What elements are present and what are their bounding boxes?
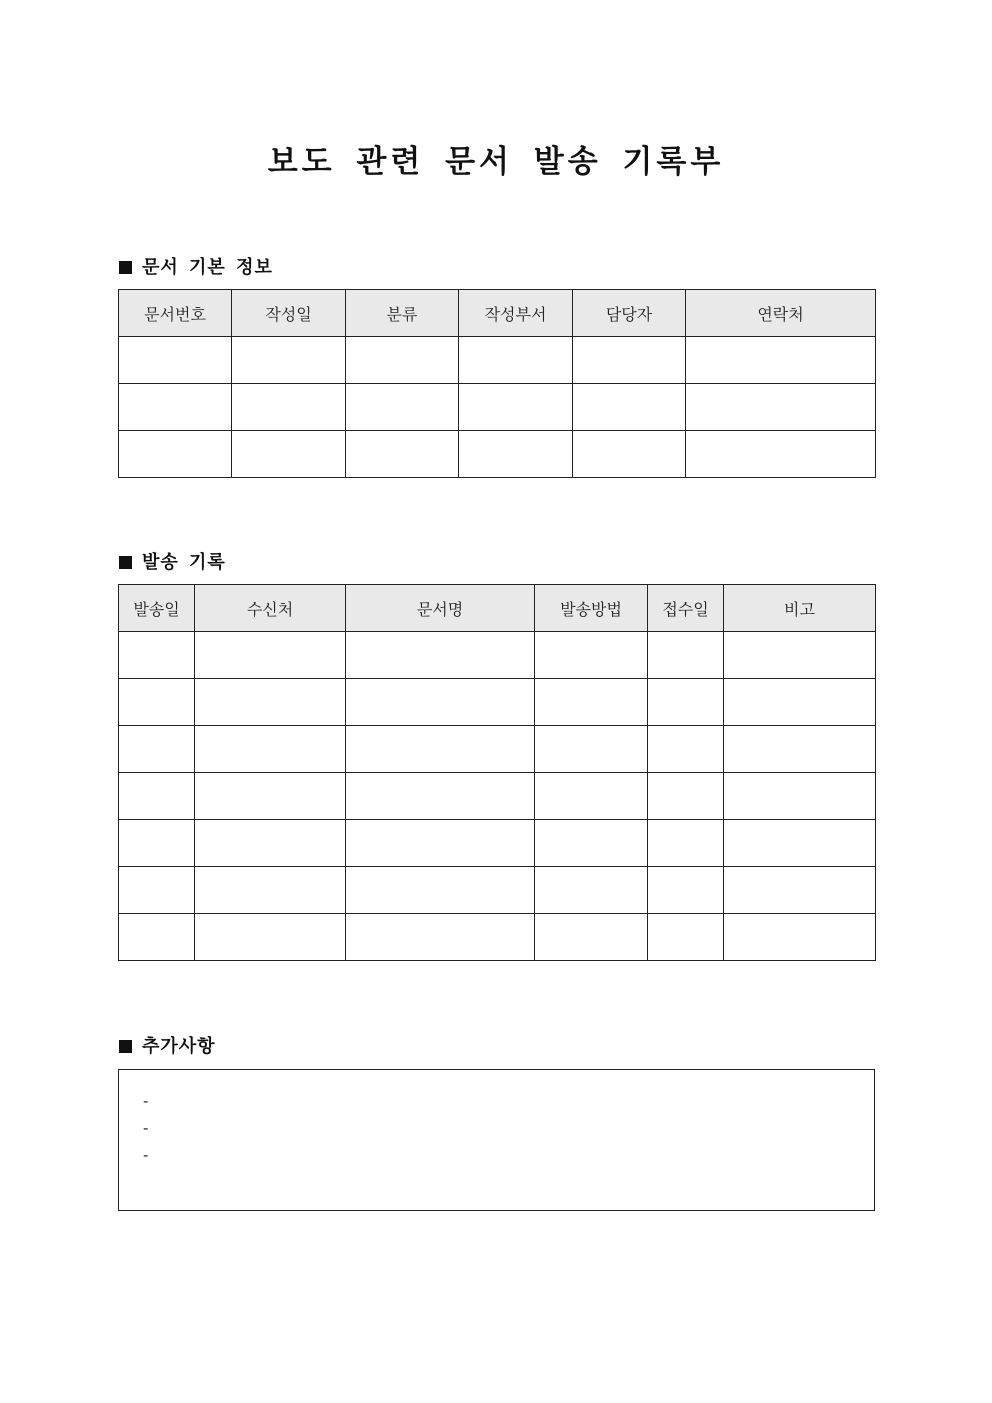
- table-cell[interactable]: [232, 431, 346, 478]
- table-row: [119, 867, 876, 914]
- table-cell[interactable]: [724, 773, 876, 820]
- table-cell[interactable]: [195, 679, 346, 726]
- table-cell[interactable]: [535, 773, 648, 820]
- section-heading-additional-notes: [119, 1032, 216, 1058]
- table-cell[interactable]: [119, 679, 195, 726]
- table-cell[interactable]: [346, 773, 535, 820]
- table-cell[interactable]: [346, 867, 535, 914]
- table-row: [119, 632, 876, 679]
- table-cell[interactable]: [195, 867, 346, 914]
- table-cell[interactable]: [119, 632, 195, 679]
- table-cell[interactable]: [346, 726, 535, 773]
- table-cell[interactable]: [346, 820, 535, 867]
- table-cell[interactable]: [346, 914, 535, 961]
- table-cell[interactable]: [346, 431, 459, 478]
- table-row: [119, 384, 876, 431]
- square-bullet-icon: [119, 556, 132, 569]
- table-cell[interactable]: [724, 726, 876, 773]
- table-cell[interactable]: [686, 337, 876, 384]
- table-cell[interactable]: [648, 867, 724, 914]
- square-bullet-icon: [119, 261, 132, 274]
- table-cell[interactable]: [724, 867, 876, 914]
- table-cell[interactable]: [724, 820, 876, 867]
- table-header-row: [119, 585, 876, 632]
- table-row: [119, 914, 876, 961]
- dispatch-log-table: [118, 584, 876, 961]
- table-row: [119, 726, 876, 773]
- square-bullet-icon: [119, 1040, 132, 1053]
- table-cell[interactable]: [195, 820, 346, 867]
- section-heading-basic-info: [119, 253, 273, 279]
- basic-info-table: [118, 289, 876, 478]
- header-cell: 문서번호: [119, 290, 232, 337]
- table-cell[interactable]: [535, 867, 648, 914]
- table-cell[interactable]: [459, 431, 573, 478]
- section-heading-label: 발송 기록: [142, 552, 226, 573]
- table-cell[interactable]: [346, 632, 535, 679]
- header-cell: 발송일: [119, 585, 195, 632]
- table-cell[interactable]: [119, 337, 232, 384]
- table-cell[interactable]: [119, 726, 195, 773]
- table-cell[interactable]: [535, 632, 648, 679]
- table-cell[interactable]: [346, 679, 535, 726]
- table-cell[interactable]: [535, 914, 648, 961]
- notes-box[interactable]: [118, 1069, 875, 1211]
- table-row: [119, 820, 876, 867]
- table-cell[interactable]: [232, 337, 346, 384]
- table-cell[interactable]: [119, 384, 232, 431]
- table-row: [119, 337, 876, 384]
- header-cell: 수신처: [195, 585, 346, 632]
- table-cell[interactable]: [119, 867, 195, 914]
- table-cell[interactable]: [573, 337, 686, 384]
- header-cell: 접수일: [648, 585, 724, 632]
- table-cell[interactable]: [648, 726, 724, 773]
- table-cell[interactable]: [648, 679, 724, 726]
- table-cell[interactable]: [686, 431, 876, 478]
- table-cell[interactable]: [724, 679, 876, 726]
- header-cell: 연락처: [686, 290, 876, 337]
- table-cell[interactable]: [119, 431, 232, 478]
- table-row: [119, 773, 876, 820]
- header-cell: 비고: [724, 585, 876, 632]
- table-row: [119, 431, 876, 478]
- table-cell[interactable]: [535, 679, 648, 726]
- section-heading-dispatch-log: [119, 548, 226, 574]
- table-cell[interactable]: [724, 914, 876, 961]
- header-cell: 문서명: [346, 585, 535, 632]
- header-cell: 작성부서: [459, 290, 573, 337]
- table-row: [119, 679, 876, 726]
- table-cell[interactable]: [346, 384, 459, 431]
- table-cell[interactable]: [459, 337, 573, 384]
- table-cell[interactable]: [648, 773, 724, 820]
- table-cell[interactable]: [648, 914, 724, 961]
- table-cell[interactable]: [724, 632, 876, 679]
- table-cell[interactable]: [119, 914, 195, 961]
- header-cell: 작성일: [232, 290, 346, 337]
- table-cell[interactable]: [119, 773, 195, 820]
- table-cell[interactable]: [459, 384, 573, 431]
- table-cell[interactable]: [686, 384, 876, 431]
- table-cell[interactable]: [573, 384, 686, 431]
- page-title: 보도 관련 문서 발송 기록부: [267, 144, 725, 180]
- table-header-row: [119, 290, 876, 337]
- section-heading-label: 문서 기본 정보: [142, 257, 273, 278]
- note-line: -: [143, 1146, 149, 1164]
- table-cell[interactable]: [573, 431, 686, 478]
- table-cell[interactable]: [195, 726, 346, 773]
- table-cell[interactable]: [195, 773, 346, 820]
- note-line: -: [143, 1092, 149, 1110]
- table-cell[interactable]: [195, 632, 346, 679]
- table-cell[interactable]: [232, 384, 346, 431]
- table-cell[interactable]: [346, 337, 459, 384]
- header-cell: 분류: [346, 290, 459, 337]
- table-cell[interactable]: [119, 820, 195, 867]
- table-cell[interactable]: [648, 820, 724, 867]
- table-cell[interactable]: [535, 726, 648, 773]
- header-cell: 발송방법: [535, 585, 648, 632]
- section-heading-label: 추가사항: [142, 1036, 216, 1057]
- table-cell[interactable]: [648, 632, 724, 679]
- table-cell[interactable]: [195, 914, 346, 961]
- table-cell[interactable]: [535, 820, 648, 867]
- note-line: -: [143, 1119, 149, 1137]
- header-cell: 담당자: [573, 290, 686, 337]
